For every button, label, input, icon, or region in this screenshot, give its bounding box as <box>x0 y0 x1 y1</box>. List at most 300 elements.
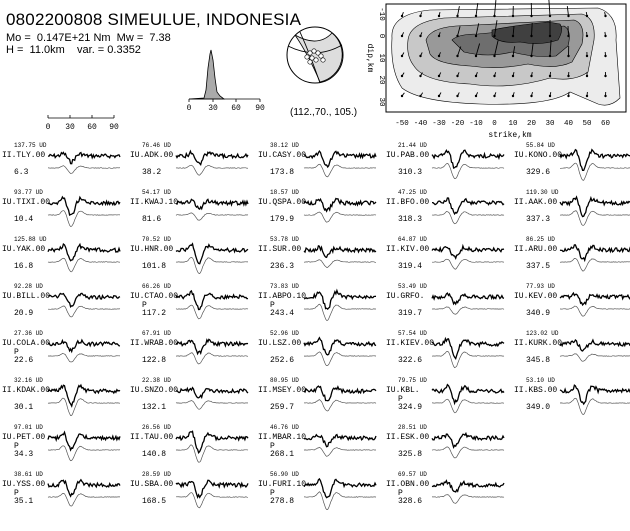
slip-node <box>567 95 569 97</box>
station-code: II.OBN.00 <box>386 480 429 489</box>
slip-node <box>586 35 588 37</box>
synthetic-trace <box>48 258 120 272</box>
station-code: IU.GRFO. <box>386 292 424 301</box>
synthetic-trace <box>560 398 630 414</box>
waveform <box>560 330 630 374</box>
waveform <box>304 189 378 233</box>
slip-node <box>438 95 440 97</box>
observed-trace <box>48 340 120 351</box>
station-amplitude: 22.38 UD <box>142 377 171 384</box>
station-code: II.TLY.00 <box>2 151 45 160</box>
synthetic-trace <box>432 307 504 314</box>
waveform <box>432 377 506 421</box>
synthetic-trace <box>304 260 376 268</box>
slip-node <box>401 15 403 17</box>
station-code: IU.KEV.00 <box>514 292 557 301</box>
station-azimuth: 318.3 <box>398 215 422 224</box>
station-amplitude: 77.93 UD <box>526 283 555 290</box>
station-code: II.BFO.00 <box>386 198 429 207</box>
observed-trace <box>48 480 120 496</box>
observed-trace <box>560 197 630 217</box>
slip-node <box>475 55 477 57</box>
waveform <box>560 283 630 327</box>
slip-node <box>475 95 477 97</box>
observed-trace <box>432 150 504 168</box>
synthetic-trace <box>304 164 376 177</box>
station-amplitude: 38.61 UD <box>14 471 43 478</box>
slip-node <box>456 95 458 97</box>
slip-node <box>401 95 403 97</box>
station-amplitude: 137.75 UD <box>14 142 46 149</box>
observed-trace <box>304 291 376 310</box>
slip-node <box>512 35 514 37</box>
slip-node <box>604 55 606 57</box>
waveform <box>48 189 122 233</box>
slip-node <box>549 35 551 37</box>
synthetic-trace <box>560 163 630 180</box>
waveform <box>432 236 506 280</box>
synthetic-trace <box>176 213 248 220</box>
synthetic-trace <box>48 446 120 461</box>
station-azimuth: 243.4 <box>270 309 294 318</box>
slip-node <box>475 75 477 77</box>
stf-tick: 30 <box>208 104 218 112</box>
station-code: IU.COLA.00 <box>2 339 50 348</box>
slip-node <box>567 35 569 37</box>
observed-trace <box>432 434 504 448</box>
time-axis <box>40 110 130 134</box>
slip-node <box>438 75 440 77</box>
station-azimuth: 117.2 <box>142 309 166 318</box>
slip-ytick: -10 <box>377 7 385 21</box>
station-azimuth: 20.9 <box>14 309 33 318</box>
synthetic-trace <box>432 212 504 224</box>
synthetic-trace <box>176 165 248 175</box>
station-amplitude: 66.26 UD <box>142 283 171 290</box>
stf-tick: 0 <box>187 104 192 112</box>
slip-node <box>401 35 403 37</box>
station-amplitude: 21.44 UD <box>398 142 427 149</box>
synthetic-trace <box>48 494 120 507</box>
station-azimuth: 278.8 <box>270 497 294 506</box>
station-code: IU.YAK.00 <box>2 245 45 254</box>
station-azimuth: 324.9 <box>398 403 422 412</box>
observed-trace <box>304 386 376 401</box>
waveform <box>432 424 506 468</box>
slip-xtick: -40 <box>414 120 428 128</box>
station-azimuth: 337.3 <box>526 215 550 224</box>
observed-trace <box>304 199 376 212</box>
stf-tick: 90 <box>255 104 265 112</box>
station-amplitude: 92.28 UD <box>14 283 43 290</box>
waveform <box>176 424 250 468</box>
slip-ytick: 10 <box>377 53 385 63</box>
slip-node <box>456 35 458 37</box>
station-amplitude: 86.25 UD <box>526 236 555 243</box>
waveform <box>176 471 250 515</box>
synthetic-trace <box>432 399 504 413</box>
synthetic-trace <box>560 354 630 361</box>
waveform <box>304 283 378 327</box>
station-azimuth: 22.6 <box>14 356 33 365</box>
slip-node <box>438 15 440 17</box>
slip-ytick: 20 <box>377 75 385 85</box>
waveform <box>48 330 122 374</box>
slip-node <box>438 55 440 57</box>
station-panel <box>130 471 256 531</box>
slip-node <box>419 75 421 77</box>
synthetic-trace <box>176 445 248 462</box>
station-code: IU.LSZ.00 <box>258 339 301 348</box>
station-phase: P <box>398 395 403 404</box>
waveform <box>432 142 506 186</box>
slip-node <box>493 35 495 37</box>
observed-trace <box>48 432 120 450</box>
observed-trace <box>176 151 248 164</box>
synthetic-trace <box>48 211 120 227</box>
slip-node <box>419 55 421 57</box>
observed-trace <box>304 338 376 355</box>
observed-trace <box>432 339 504 359</box>
observed-trace <box>176 244 248 264</box>
synthetic-trace <box>304 352 376 366</box>
slip-yticks <box>377 7 385 107</box>
observed-trace <box>432 385 504 404</box>
synthetic-trace <box>432 495 504 504</box>
station-phase: P <box>270 301 275 310</box>
station-amplitude: 125.88 UD <box>14 236 46 243</box>
station-amplitude: 76.46 UD <box>142 142 171 149</box>
station-amplitude: 56.90 UD <box>270 471 299 478</box>
synthetic-trace <box>48 166 120 174</box>
station-code: II.SUR.00 <box>258 245 301 254</box>
station-amplitude: 28.51 UD <box>398 424 427 431</box>
observed-trace <box>176 431 248 452</box>
station-azimuth: 140.8 <box>142 450 166 459</box>
waveform <box>432 471 506 515</box>
slip-node <box>419 95 421 97</box>
synthetic-trace <box>304 400 376 411</box>
observed-trace <box>432 481 504 492</box>
slip-ylabel: dip,km <box>365 44 374 73</box>
slip-node <box>530 95 532 97</box>
station-code: II.KIV.00 <box>386 245 429 254</box>
slip-node <box>530 35 532 37</box>
synthetic-trace <box>560 306 630 316</box>
station-amplitude: 18.57 UD <box>270 189 299 196</box>
waveform <box>304 236 378 280</box>
waveform <box>560 189 630 233</box>
station-azimuth: 345.8 <box>526 356 550 365</box>
slip-node <box>530 15 532 17</box>
station-amplitude: 54.17 UD <box>142 189 171 196</box>
station-panel <box>386 471 512 531</box>
station-amplitude: 67.91 UD <box>142 330 171 337</box>
slip-node <box>586 95 588 97</box>
observed-trace <box>48 293 120 306</box>
observed-trace <box>560 385 630 404</box>
slip-node <box>530 55 532 57</box>
slip-xtick: 60 <box>601 120 611 128</box>
slip-node <box>586 15 588 17</box>
slip-node <box>604 95 606 97</box>
station-azimuth: 179.9 <box>270 215 294 224</box>
station-azimuth: 81.6 <box>142 215 161 224</box>
observed-trace <box>304 151 376 167</box>
waveform <box>304 377 378 421</box>
synthetic-trace <box>304 492 376 510</box>
station-phase: P <box>270 442 275 451</box>
station-code: IU.CASY.00 <box>258 151 306 160</box>
station-azimuth: 122.8 <box>142 356 166 365</box>
slip-node <box>549 55 551 57</box>
station-code: II.TAU.00 <box>130 433 173 442</box>
observed-trace <box>176 388 248 398</box>
slip-node <box>456 55 458 57</box>
station-azimuth: 101.8 <box>142 262 166 271</box>
mechanism-label: (112.,70., 105.) <box>290 107 357 118</box>
station-amplitude: 69.57 UD <box>398 471 427 478</box>
slip-node <box>586 75 588 77</box>
station-amplitude: 80.95 UD <box>270 377 299 384</box>
slip-node <box>549 95 551 97</box>
waveform <box>176 330 250 374</box>
waveform <box>432 283 506 327</box>
station-code: IU.CTAO.00 <box>130 292 178 301</box>
waveform <box>176 189 250 233</box>
station-panel <box>258 471 384 531</box>
station-code: II.ARU.00 <box>514 245 557 254</box>
waveform <box>304 471 378 515</box>
station-phase: P <box>270 489 275 498</box>
station-phase: P <box>14 442 19 451</box>
slip-node <box>549 15 551 17</box>
observed-trace <box>48 244 120 261</box>
slip-node <box>549 75 551 77</box>
station-azimuth: 252.6 <box>270 356 294 365</box>
observed-trace <box>48 197 120 215</box>
station-azimuth: 259.7 <box>270 403 294 412</box>
station-code: II.KDAK.00 <box>2 386 50 395</box>
station-code: II.KWAJ.10 <box>130 198 178 207</box>
synthetic-trace <box>432 163 504 178</box>
station-azimuth: 35.1 <box>14 497 33 506</box>
slip-node <box>567 15 569 17</box>
station-azimuth: 10.4 <box>14 215 33 224</box>
station-phase: P <box>398 489 403 498</box>
observed-trace <box>176 199 248 209</box>
station-azimuth: 173.8 <box>270 168 294 177</box>
station-azimuth: 319.7 <box>398 309 422 318</box>
waveform <box>560 377 630 421</box>
slip-xtick: 40 <box>564 120 574 128</box>
slip-node <box>419 15 421 17</box>
slip-xtick: -30 <box>432 120 446 128</box>
slip-node <box>475 35 477 37</box>
station-azimuth: 16.8 <box>14 262 33 271</box>
observed-trace <box>304 435 376 447</box>
slip-node <box>493 95 495 97</box>
waveform <box>176 377 250 421</box>
synthetic-trace <box>432 447 504 458</box>
slip-node <box>567 75 569 77</box>
station-code: IU.QSPA.00 <box>258 198 306 207</box>
waveform <box>48 471 122 515</box>
station-code: IU.YSS.00 <box>2 480 45 489</box>
station-code: IU.HNR.00 <box>130 245 173 254</box>
slip-distribution <box>360 0 630 142</box>
station-code: II.AAK.00 <box>514 198 557 207</box>
stf-fill <box>189 50 224 99</box>
waveform <box>304 424 378 468</box>
station-amplitude: 64.87 UD <box>398 236 427 243</box>
slip-node <box>604 35 606 37</box>
station-azimuth: 319.4 <box>398 262 422 271</box>
station-azimuth: 132.1 <box>142 403 166 412</box>
slip-ytick: 30 <box>377 97 385 107</box>
station-code: II.KIEV.00 <box>386 339 434 348</box>
waveform <box>48 424 122 468</box>
station-azimuth: 337.5 <box>526 262 550 271</box>
station-amplitude: 52.96 UD <box>270 330 299 337</box>
slip-node <box>512 55 514 57</box>
waveform <box>48 236 122 280</box>
synthetic-trace <box>304 212 376 222</box>
station-azimuth: 268.1 <box>270 450 294 459</box>
focal-mechanism <box>280 20 350 90</box>
slip-xtick: -10 <box>469 120 483 128</box>
synthetic-trace <box>176 493 248 508</box>
synthetic-trace <box>432 352 504 368</box>
slip-node <box>401 75 403 77</box>
observed-trace <box>560 293 630 305</box>
station-phase: P <box>142 301 147 310</box>
station-azimuth: 340.9 <box>526 309 550 318</box>
station-code: IU.KBL. <box>386 386 420 395</box>
station-amplitude: 53.10 UD <box>526 377 555 384</box>
slip-node <box>604 15 606 17</box>
slip-node <box>493 55 495 57</box>
station-amplitude: 46.76 UD <box>270 424 299 431</box>
station-code: IU.BILL.00 <box>2 292 50 301</box>
station-azimuth: 236.3 <box>270 262 294 271</box>
synthetic-trace <box>48 354 120 362</box>
observed-trace <box>560 245 630 260</box>
station-azimuth: 310.3 <box>398 168 422 177</box>
depth-variance-line: H = 11.0km var. = 0.3352 <box>6 44 141 56</box>
station-amplitude: 79.75 UD <box>398 377 427 384</box>
synthetic-trace <box>432 259 504 269</box>
synthetic-trace <box>176 257 248 273</box>
slip-vector <box>568 26 569 36</box>
slip-xticks <box>395 120 610 128</box>
waveform <box>176 236 250 280</box>
synthetic-trace <box>560 211 630 226</box>
station-azimuth: 322.6 <box>398 356 422 365</box>
slip-xtick: 20 <box>527 120 537 128</box>
waveform <box>560 236 630 280</box>
waveform <box>48 283 122 327</box>
station-code: IU.ADK.00 <box>130 151 173 160</box>
synthetic-trace <box>304 304 376 320</box>
slip-node <box>604 75 606 77</box>
slip-node <box>456 15 458 17</box>
waveform <box>432 189 506 233</box>
slip-xtick: 30 <box>545 120 555 128</box>
station-code: IU.KONO.00 <box>514 151 562 160</box>
waveform <box>432 330 506 374</box>
slip-node <box>586 55 588 57</box>
synthetic-trace <box>176 401 248 410</box>
station-azimuth: 34.3 <box>14 450 33 459</box>
slip-xtick: 50 <box>582 120 592 128</box>
station-amplitude: 119.30 UD <box>526 189 558 196</box>
slip-node <box>567 55 569 57</box>
station-phase: P <box>14 489 19 498</box>
station-azimuth: 328.6 <box>398 497 422 506</box>
station-amplitude: 55.84 UD <box>526 142 555 149</box>
station-code: II.ESK.00 <box>386 433 429 442</box>
station-amplitude: 26.56 UD <box>142 424 171 431</box>
station-azimuth: 349.0 <box>526 403 550 412</box>
synthetic-trace <box>176 353 248 364</box>
observed-trace <box>176 291 248 310</box>
time-axis-tick: 30 <box>65 123 75 132</box>
synthetic-trace <box>560 258 630 271</box>
station-azimuth: 6.3 <box>14 168 28 177</box>
station-code: IU.TIXI.00 <box>2 198 50 207</box>
station-code: II.KURK.00 <box>514 339 562 348</box>
station-panel <box>514 377 630 437</box>
station-azimuth: 168.5 <box>142 497 166 506</box>
event-title: 0802200808 SIMEULUE, INDONESIA <box>6 10 301 30</box>
slip-xtick: 10 <box>508 120 518 128</box>
station-azimuth: 30.1 <box>14 403 33 412</box>
slip-node <box>493 15 495 17</box>
station-amplitude: 38.12 UD <box>270 142 299 149</box>
slip-node <box>419 35 421 37</box>
slip-xtick: -20 <box>451 120 465 128</box>
observed-trace <box>48 153 120 164</box>
slip-node <box>530 75 532 77</box>
observed-trace <box>432 198 504 214</box>
synthetic-trace <box>176 305 248 319</box>
station-amplitude: 70.52 UD <box>142 236 171 243</box>
stf-tick: 60 <box>231 104 241 112</box>
station-amplitude: 123.02 UD <box>526 330 558 337</box>
slip-node <box>512 15 514 17</box>
synthetic-trace <box>304 447 376 456</box>
slip-node <box>401 55 403 57</box>
synthetic-trace <box>48 398 120 415</box>
station-code: II.WRAB.00 <box>130 339 178 348</box>
observed-trace <box>176 339 248 353</box>
observed-trace <box>560 340 630 351</box>
station-phase: P <box>14 348 19 357</box>
station-amplitude: 93.77 UD <box>14 189 43 196</box>
waveform <box>176 142 250 186</box>
moment-line: Mo = 0.147E+21 Nm Mw = 7.38 <box>6 32 171 44</box>
station-azimuth: 329.6 <box>526 168 550 177</box>
waveform <box>48 377 122 421</box>
slip-node <box>475 15 477 17</box>
slip-node <box>512 95 514 97</box>
time-axis-tick: 60 <box>87 123 97 132</box>
station-azimuth: 38.2 <box>142 168 161 177</box>
slip-xtick: 0 <box>492 120 497 128</box>
station-amplitude: 32.16 UD <box>14 377 43 384</box>
observed-trace <box>432 293 504 304</box>
